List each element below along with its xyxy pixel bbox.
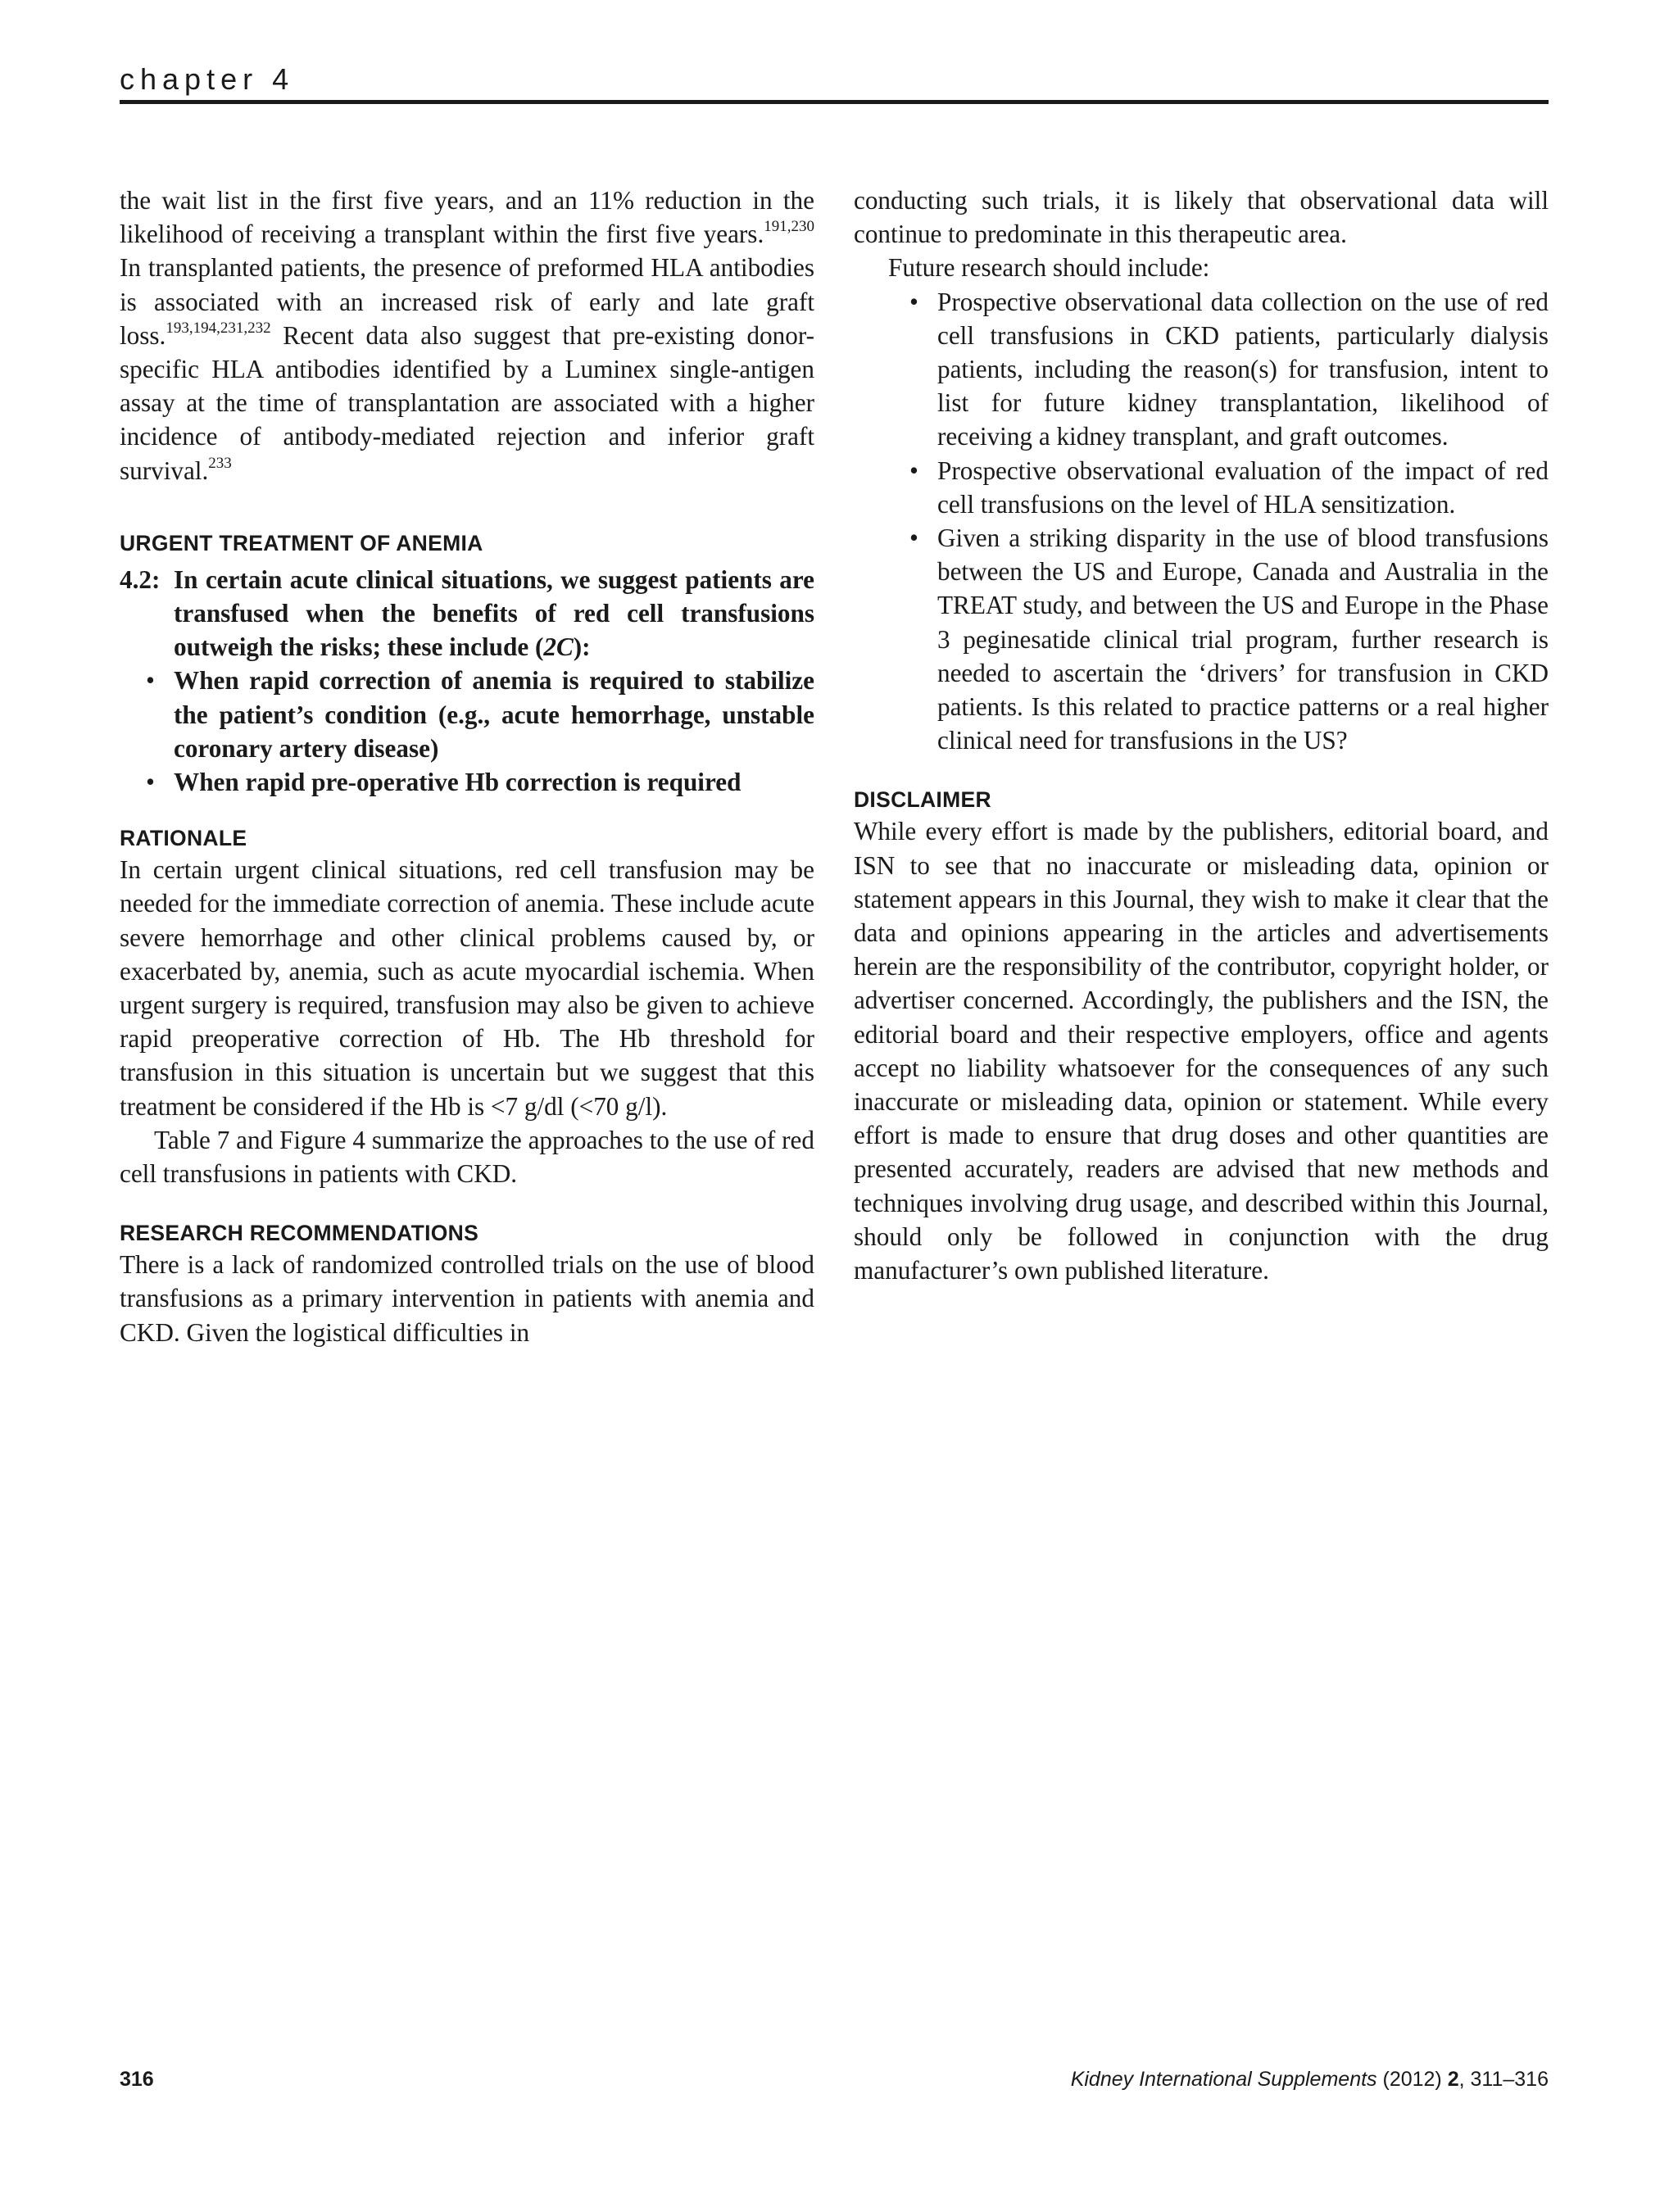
future-research-list: [854, 285, 1549, 758]
list-item: • When rapid correction of anemia is required to stabilize the patient’s condition (e.g., acute hemorrhage, unstable coronary artery disease): [120, 664, 814, 765]
recommendation-4-2: [120, 563, 814, 799]
list-item: • When rapid pre-operative Hb correction is required: [120, 765, 814, 799]
disclaimer-heading: DISCLAIMER: [854, 787, 991, 813]
left-column: [120, 184, 814, 1349]
page-number: 316: [120, 2068, 154, 2091]
rationale-paragraph: In certain urgent clinical situations, red cell transfusion may be needed for the immediate correction of anemia. These include acute severe hemorrhage and other clinical problems caused by, or exacerbated by, anemia, such as acute myocardial ischemia. When urgent surgery is required, transfusion may also be given to achieve rapid preoperative correction of Hb. The Hb threshold for transfusion in this situation is uncertain but we suggest that this treatment be considered if the Hb is <7 g/dl (<70 g/l).: [120, 855, 814, 1121]
evidence-grade: 2C: [543, 632, 574, 662]
list-item: • Prospective observational data collection on the use of red cell transfusions in CKD patients, particularly dialysis patients, including the reason(s) for transfusion, intent to list for future kidney transplantation, likelihood of receiving a kidney transplant, and graft outcomes.: [854, 285, 1549, 454]
research-paragraph: There is a lack of randomized controlled trials on the use of blood transfusions as a primary intervention in patients with anemia and CKD. Given the logistical difficulties in: [120, 1250, 814, 1347]
citation-ref: 233: [208, 454, 232, 472]
intro-paragraph: the wait list in the first five years, and an 11% reduction in the likelihood of receiving a transplant within the first five years.$^{191,230}$ In transplanted patients, the presence of preformed HLA antibodies is associated with an increased risk of early and late graft loss.$^{193,194,231,232}$ Recent data also suggest that pre-existing donor-specific HLA antibodies identified by a Luminex single-antigen assay at the time of transplantation are associated with a higher incidence of antibody-mediated rejection and inferior graft survival.$^{233}$: [120, 186, 814, 485]
research-recommendations-heading: RESEARCH RECOMMENDATIONS: [120, 1221, 479, 1246]
disclaimer-paragraph: While every effort is made by the publishers, editorial board, and ISN to see that no inaccurate or misleading data, opinion or statement appears in this Journal, they wish to make it clear that the data and opinions appearing in the articles and advertisements herein are the responsibility of the contributor, copyright holder, or advertiser concerned. Accordingly, the publishers and the ISN, the editorial board and their respective employers, office and agents accept no liability whatsoever for the consequences of any such inaccurate or misleading data, opinion or statement. While every effort is made to ensure that drug doses and other quantities are presented accurately, readers are advised that new methods and techniques involving drug usage, and described within this Journal, should only be followed in conjunction with the drug manufacturer’s own published literature.: [854, 817, 1549, 1285]
bullet-icon: •: [146, 666, 155, 696]
bullet-icon: •: [909, 524, 918, 553]
urgent-treatment-heading: URGENT TREATMENT OF ANEMIA: [120, 530, 483, 555]
future-research-intro: Future research should include:: [888, 253, 1210, 283]
right-column: [854, 184, 1549, 1287]
recommendation-text: In certain acute clinical situations, we suggest patients are transfused when the benefits of red cell transfusions outweigh the risks; these include (2C):: [174, 564, 814, 662]
citation-ref: 193,194,231,232: [166, 319, 271, 337]
recommendation-number: 4.2:: [120, 564, 161, 594]
continuation-paragraph: conducting such trials, it is likely that observational data will continue to predominate in this therapeutic area.: [854, 186, 1549, 249]
header-rule: [120, 100, 1549, 104]
journal-name: Kidney International Supplements: [1070, 2068, 1377, 2091]
bullet-icon: •: [146, 768, 155, 797]
journal-year: (2012): [1376, 2068, 1448, 2091]
citation-ref: 191,230: [764, 218, 814, 236]
journal-volume: 2: [1447, 2068, 1459, 2091]
list-item: • Prospective observational evaluation of the impact of red cell transfusions on the level of HLA sensitization.: [854, 454, 1549, 521]
rationale-heading: RATIONALE: [120, 826, 247, 851]
journal-citation: [1071, 2068, 1549, 2092]
rationale-paragraph-2: Table 7 and Figure 4 summarize the approaches to the use of red cell transfusions in patients with CKD.: [120, 1125, 814, 1189]
recommendation-bullets: [120, 664, 814, 799]
chapter-label: chapter 4: [120, 62, 295, 96]
journal-pages: , 311–316: [1458, 2068, 1549, 2091]
bullet-icon: •: [909, 287, 918, 316]
list-item: • Given a striking disparity in the use of blood transfusions between the US and Europe, Canada and Australia in the TREAT study, and between the US and Europe in the Phase 3 peginesatide clinical trial program, further research is needed to ascertain the ‘drivers’ for transfusion in CKD patients. Is this related to practice patterns or a real higher clinical need for transfusions in the US?: [854, 521, 1549, 757]
bullet-icon: •: [909, 456, 918, 485]
